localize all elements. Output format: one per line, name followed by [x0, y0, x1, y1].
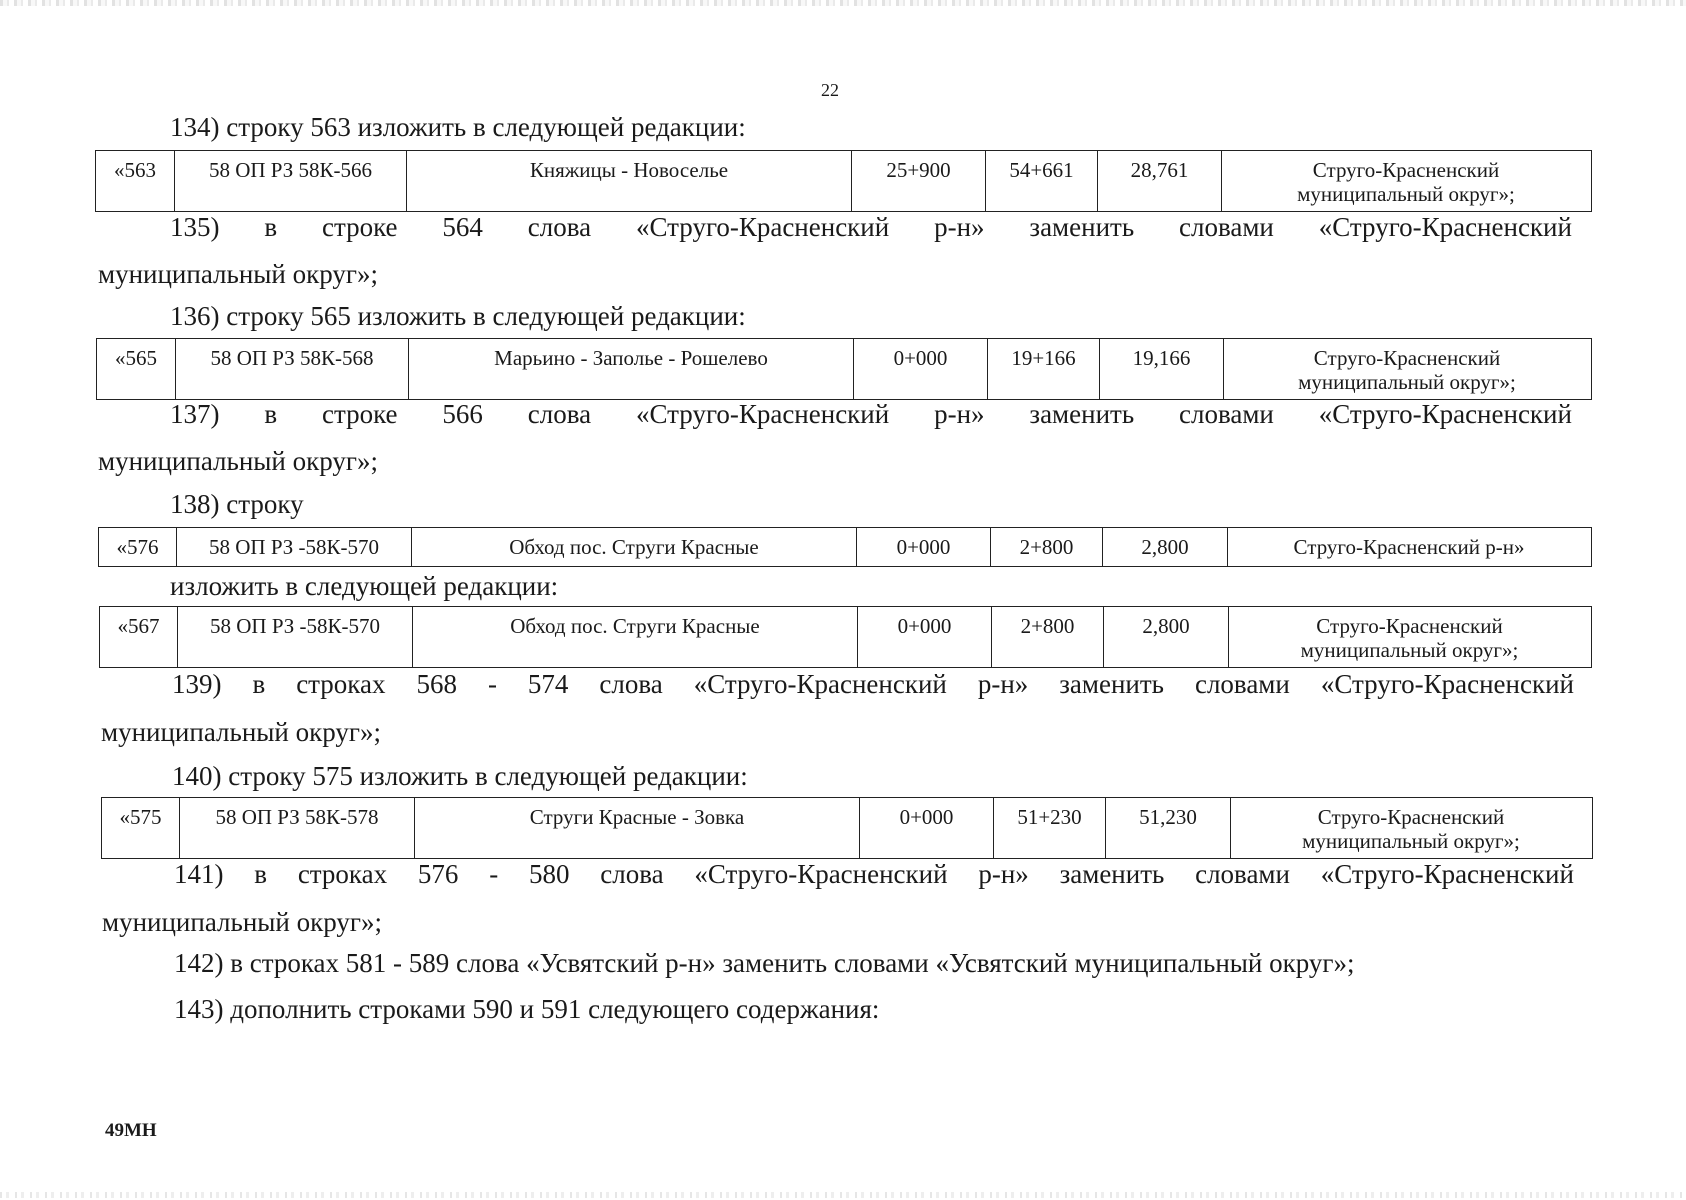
table-row-565: [96, 338, 1592, 400]
word: заменить: [1029, 399, 1135, 429]
word: 576: [417, 859, 459, 889]
word: 139): [172, 669, 222, 699]
paragraph-135-continuation: муниципальный округ»;: [98, 259, 378, 289]
word: в: [254, 859, 268, 889]
cell-end: 54+661: [985, 151, 1097, 211]
word: «Струго-Красненский: [636, 399, 890, 429]
word: словами: [1179, 399, 1274, 429]
word: словами: [1179, 212, 1274, 242]
word: строке: [322, 212, 398, 242]
paragraph-139-continuation: муниципальный округ»;: [101, 717, 381, 747]
word: «Струго-Красненский: [1320, 669, 1574, 699]
word: заменить: [1059, 859, 1165, 889]
cell-start: 0+000: [857, 607, 991, 667]
word: 137): [170, 399, 220, 429]
word: 135): [170, 212, 220, 242]
word: «Струго-Красненский: [693, 669, 947, 699]
scan-edge-bottom: [0, 1192, 1686, 1198]
cell-end: 2+800: [990, 528, 1102, 566]
word: «Струго-Красненский: [1320, 859, 1574, 889]
word: заменить: [1029, 212, 1135, 242]
paragraph-142: 142) в строках 581 - 589 слова «Усвятский р-н» заменить словами «Усвятский муниципальный округ»;: [174, 948, 1355, 978]
word: 580: [528, 859, 570, 889]
word: -: [487, 669, 497, 699]
paragraph-137: [170, 398, 1572, 430]
word: слова: [600, 859, 664, 889]
scan-edge-top: [0, 0, 1686, 6]
paragraph-135: [170, 211, 1572, 243]
word: в: [252, 669, 266, 699]
paragraph-141: [174, 858, 1574, 890]
district-line-2: муниципальный округ»;: [1298, 370, 1516, 394]
word: словами: [1194, 669, 1290, 699]
district-line-1: Струго-Красненский: [1313, 346, 1501, 370]
paragraph-143: 143) дополнить строками 590 и 591 следующего содержания:: [174, 994, 880, 1024]
cell-name: Обход пос. Струги Красные: [411, 528, 856, 566]
cell-district: [1221, 151, 1590, 211]
cell-end: 51+230: [993, 798, 1105, 858]
word: словами: [1195, 859, 1290, 889]
district-line-2: муниципальный округ»;: [1297, 182, 1515, 206]
paragraph-138-continuation: изложить в следующей редакции:: [170, 571, 559, 601]
table-row-575: [101, 797, 1593, 859]
cell-length: 51,230: [1105, 798, 1230, 858]
cell-district: Струго-Красненский р-н»: [1227, 528, 1590, 566]
word: р-н»: [977, 669, 1029, 699]
cell-start: 0+000: [856, 528, 990, 566]
cell-start: 0+000: [859, 798, 993, 858]
word: строках: [297, 859, 388, 889]
page-number: 22: [821, 80, 839, 100]
table-row-576: [98, 527, 1592, 567]
district-line-1: Струго-Красненский: [1312, 158, 1500, 182]
paragraph-139: [172, 668, 1574, 700]
cell-start: 0+000: [853, 339, 987, 399]
word: «Струго-Красненский: [636, 212, 890, 242]
word: слова: [527, 212, 592, 242]
cell-length: 2,800: [1103, 607, 1228, 667]
cell-num: «575: [119, 805, 162, 829]
word: 564: [442, 212, 483, 242]
word: строке: [322, 399, 398, 429]
word: в: [264, 212, 278, 242]
cell-name: Обход пос. Струги Красные: [412, 607, 857, 667]
district-line-2: муниципальный округ»;: [1302, 829, 1520, 853]
word: «Струго-Красненский: [694, 859, 948, 889]
word: слова: [527, 399, 592, 429]
word: строках: [296, 669, 386, 699]
cell-num: «563: [114, 158, 156, 182]
district-line-1: Струго-Красненский: [1317, 805, 1505, 829]
cell-code: 58 ОП РЗ -58К-570: [176, 528, 411, 566]
word: р-н»: [978, 859, 1029, 889]
word: -: [489, 859, 499, 889]
district-line-1: Струго-Красненский: [1316, 614, 1503, 638]
word: р-н»: [934, 399, 985, 429]
word: заменить: [1059, 669, 1164, 699]
word: 141): [174, 859, 224, 889]
word: 566: [442, 399, 483, 429]
cell-district: [1230, 798, 1591, 858]
word: в: [264, 399, 278, 429]
cell-num: «576: [116, 535, 159, 559]
table-row-567: [99, 606, 1592, 668]
cell-length: 28,761: [1097, 151, 1221, 211]
cell-district: [1228, 607, 1590, 667]
cell-name: Княжицы - Новоселье: [406, 151, 851, 211]
cell-district: [1223, 339, 1590, 399]
word: «Струго-Красненский: [1318, 212, 1572, 242]
word: р-н»: [934, 212, 985, 242]
footer-code: 49МН: [105, 1120, 157, 1141]
cell-length: 2,800: [1102, 528, 1227, 566]
cell-length: 19,166: [1099, 339, 1223, 399]
cell-name: Струги Красные - Зовка: [414, 798, 859, 858]
cell-name: Марьино - Заполье - Рошелево: [408, 339, 853, 399]
cell-code: 58 ОП РЗ 58К-568: [175, 339, 408, 399]
paragraph-136: 136) строку 565 изложить в следующей редакции:: [170, 301, 746, 331]
word: 568: [416, 669, 457, 699]
word: «Струго-Красненский: [1318, 399, 1572, 429]
paragraph-134: 134) строку 563 изложить в следующей редакции:: [170, 112, 746, 142]
cell-end: 19+166: [987, 339, 1099, 399]
district-line-2: муниципальный округ»;: [1300, 638, 1519, 662]
word: слова: [599, 669, 663, 699]
paragraph-140: 140) строку 575 изложить в следующей редакции:: [172, 761, 748, 791]
cell-code: 58 ОП РЗ 58К-578: [179, 798, 414, 858]
cell-end: 2+800: [991, 607, 1103, 667]
cell-num: «567: [117, 614, 160, 638]
paragraph-137-continuation: муниципальный округ»;: [98, 446, 378, 476]
cell-num: «565: [115, 346, 157, 370]
cell-start: 25+900: [851, 151, 985, 211]
table-row-563: [95, 150, 1592, 212]
paragraph-141-continuation: муниципальный округ»;: [102, 907, 382, 937]
cell-code: 58 ОП РЗ -58К-570: [177, 607, 412, 667]
cell-code: 58 ОП РЗ 58К-566: [174, 151, 406, 211]
paragraph-138: 138) строку: [170, 489, 304, 519]
word: 574: [527, 669, 569, 699]
